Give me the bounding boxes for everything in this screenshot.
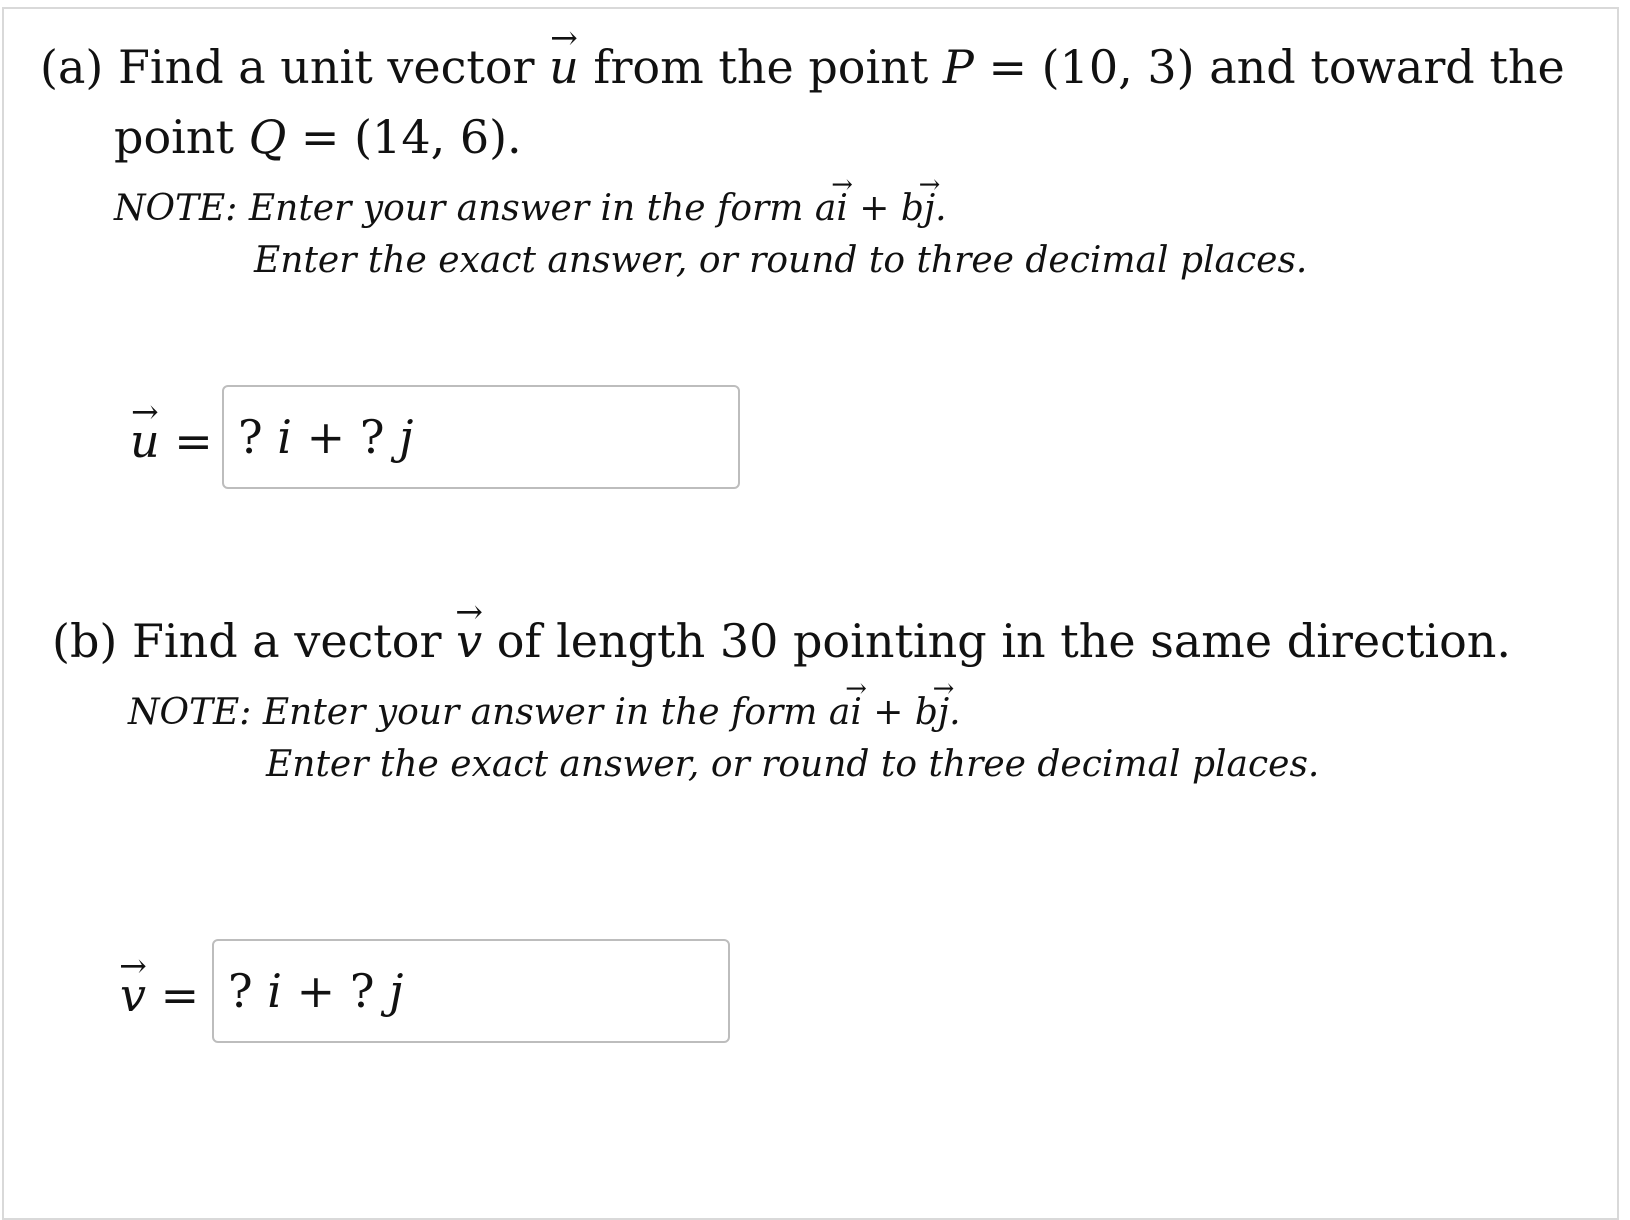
note-period: . xyxy=(949,692,961,733)
unit-j-symbol: → j xyxy=(938,691,949,735)
part-a-text: (a) Find a unit vector xyxy=(40,40,550,94)
vector-v-symbol: → v xyxy=(456,613,482,669)
part-a-prompt-line1 xyxy=(40,39,1565,95)
placeholder-plus: + xyxy=(282,964,350,1018)
point-p-label: P xyxy=(942,40,974,94)
answer-input-b[interactable] xyxy=(212,939,730,1043)
placeholder-i: i xyxy=(267,964,283,1018)
part-a-prompt-line2 xyxy=(114,109,522,165)
part-b-note-line1 xyxy=(128,691,961,735)
vector-u-label: → u xyxy=(130,413,160,469)
placeholder-q1: ? xyxy=(238,410,278,464)
placeholder-j: j xyxy=(399,410,414,464)
part-b-text-rest: of length 30 pointing in the same direction. xyxy=(482,614,1512,668)
placeholder-j: j xyxy=(389,964,404,1018)
equals-sign: = xyxy=(159,414,213,468)
point-q-label: Q xyxy=(248,110,287,164)
note-exact-answer: Enter the exact answer, or round to three decimal places. xyxy=(254,240,1308,281)
note-period: . xyxy=(935,188,947,229)
part-a-note-line2 xyxy=(254,239,1307,283)
equals-sign: = xyxy=(146,968,200,1022)
part-a-note-line1 xyxy=(114,187,947,231)
part-b-prompt xyxy=(52,613,1511,669)
answer-input-a[interactable] xyxy=(222,385,740,489)
note-exact-answer: Enter the exact answer, or round to three decimal places. xyxy=(266,744,1320,785)
part-b-note-line2 xyxy=(266,743,1319,787)
unit-i-symbol: → i xyxy=(850,691,862,735)
placeholder-i: i xyxy=(277,410,293,464)
placeholder-q1: ? xyxy=(228,964,268,1018)
answer-b-label xyxy=(120,967,199,1023)
note-plus-b: + b xyxy=(847,188,924,229)
answer-a-label xyxy=(130,413,213,469)
unit-i-symbol: → i xyxy=(836,187,848,231)
part-b-text: (b) Find a vector xyxy=(52,614,457,668)
note-text: NOTE: Enter your answer in the form a xyxy=(114,188,837,229)
part-a-text-mid: from the point xyxy=(578,40,943,94)
placeholder-q2: ? xyxy=(359,410,400,464)
question-panel xyxy=(2,7,1619,1220)
vector-u-symbol: → u xyxy=(549,39,579,95)
unit-j-symbol: → j xyxy=(924,187,935,231)
placeholder-q2: ? xyxy=(349,964,390,1018)
placeholder-plus: + xyxy=(292,410,360,464)
point-p-coords: = (10, 3) and toward the xyxy=(973,40,1565,94)
note-plus-b: + b xyxy=(861,692,938,733)
note-text: NOTE: Enter your answer in the form a xyxy=(128,692,851,733)
vector-v-label: → v xyxy=(120,967,146,1023)
point-q-coords: = (14, 6). xyxy=(286,110,522,164)
part-a-text-line2: point xyxy=(114,110,249,164)
